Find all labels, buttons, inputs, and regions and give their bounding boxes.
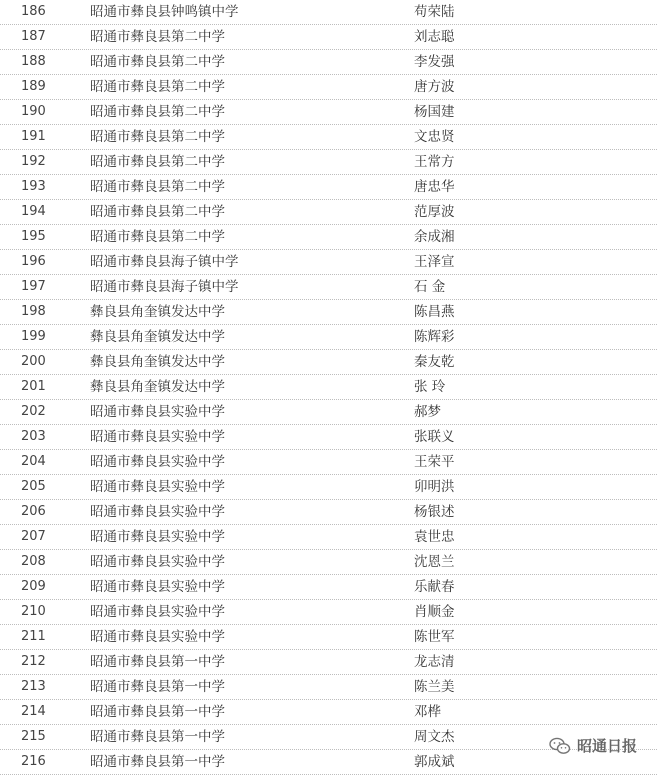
- table-row: [0, 225, 657, 250]
- school-name: 昭通市彝良县第一中学: [90, 704, 225, 720]
- person-name: 卯明洪: [414, 479, 455, 495]
- row-number: 193: [21, 179, 46, 194]
- table-row: [0, 175, 657, 200]
- person-name: 李发强: [414, 54, 455, 70]
- person-name: 范厚波: [414, 204, 455, 220]
- table-row: [0, 475, 657, 500]
- school-name: 彝良县角奎镇发达中学: [90, 354, 225, 370]
- school-name: 昭通市彝良县海子镇中学: [90, 279, 239, 295]
- person-name: 刘志聪: [414, 29, 455, 45]
- row-number: 214: [21, 704, 46, 719]
- person-name: 唐忠华: [414, 179, 455, 195]
- school-name: 昭通市彝良县第一中学: [90, 654, 225, 670]
- row-number: 197: [21, 279, 46, 294]
- person-name: 唐方波: [414, 79, 455, 95]
- person-name: 杨银述: [414, 504, 455, 520]
- row-number: 190: [21, 104, 46, 119]
- row-number: 216: [21, 754, 46, 769]
- person-name: 王常方: [414, 154, 455, 170]
- person-name: 王荣平: [414, 454, 455, 470]
- person-name: 陈世军: [414, 629, 455, 645]
- row-number: 201: [21, 379, 46, 394]
- table-row: [0, 350, 657, 375]
- row-number: 188: [21, 54, 46, 69]
- school-name: 昭通市彝良县实验中学: [90, 479, 225, 495]
- school-name: 昭通市彝良县实验中学: [90, 429, 225, 445]
- row-number: 208: [21, 554, 46, 569]
- table-row: [0, 625, 657, 650]
- table-row: [0, 600, 657, 625]
- person-name: 郭成斌: [414, 754, 455, 770]
- school-name: 昭通市彝良县实验中学: [90, 404, 225, 420]
- row-number: 205: [21, 479, 46, 494]
- table-row: [0, 75, 657, 100]
- table-row: [0, 550, 657, 575]
- person-name: 陈昌燕: [414, 304, 455, 320]
- person-name: 陈辉彩: [414, 329, 455, 345]
- row-number: 192: [21, 154, 46, 169]
- school-name: 昭通市彝良县第二中学: [90, 129, 225, 145]
- school-name: 昭通市彝良县第一中学: [90, 754, 225, 770]
- table-row: [0, 325, 657, 350]
- school-name: 昭通市彝良县第二中学: [90, 29, 225, 45]
- watermark-text: 昭通日报: [576, 737, 637, 755]
- watermark: [549, 735, 637, 756]
- school-name: 昭通市彝良县实验中学: [90, 504, 225, 520]
- person-name: 沈恩兰: [414, 554, 455, 570]
- row-number: 211: [21, 629, 46, 644]
- row-number: 189: [21, 79, 46, 94]
- school-name: 昭通市彝良县实验中学: [90, 604, 225, 620]
- school-name: 昭通市彝良县第二中学: [90, 104, 225, 120]
- table-row: [0, 525, 657, 550]
- row-number: 210: [21, 604, 46, 619]
- person-name: 张 玲: [414, 379, 446, 395]
- row-number: 196: [21, 254, 46, 269]
- person-name: 郝梦: [414, 404, 441, 420]
- school-name: 昭通市彝良县实验中学: [90, 529, 225, 545]
- school-name: 昭通市彝良县第二中学: [90, 204, 225, 220]
- person-name: 乐献春: [414, 579, 455, 595]
- row-number: 212: [21, 654, 46, 669]
- table-row: [0, 425, 657, 450]
- table-row: [0, 400, 657, 425]
- row-number: 194: [21, 204, 46, 219]
- person-name: 邓桦: [414, 704, 441, 720]
- table-row: [0, 450, 657, 475]
- table-row: [0, 375, 657, 400]
- table-row: [0, 250, 657, 275]
- table-row: [0, 575, 657, 600]
- school-name: 昭通市彝良县海子镇中学: [90, 254, 239, 270]
- school-name: 昭通市彝良县第一中学: [90, 679, 225, 695]
- person-name: 周文杰: [414, 729, 455, 745]
- row-number: 187: [21, 29, 46, 44]
- row-number: 186: [21, 4, 46, 19]
- school-name: 昭通市彝良县实验中学: [90, 554, 225, 570]
- person-name: 石 金: [414, 279, 446, 295]
- row-number: 200: [21, 354, 46, 369]
- row-number: 198: [21, 304, 46, 319]
- row-number: 195: [21, 229, 46, 244]
- person-name: 陈兰美: [414, 679, 455, 695]
- school-name: 昭通市彝良县实验中学: [90, 629, 225, 645]
- table-row: [0, 275, 657, 300]
- school-name: 彝良县角奎镇发达中学: [90, 329, 225, 345]
- table-row: [0, 700, 657, 725]
- person-name: 秦友乾: [414, 354, 455, 370]
- person-name: 张联义: [414, 429, 455, 445]
- person-name: 肖顺金: [414, 604, 455, 620]
- row-number: 203: [21, 429, 46, 444]
- table-row: [0, 125, 657, 150]
- school-name: 昭通市彝良县第二中学: [90, 79, 225, 95]
- school-name: 昭通市彝良县第二中学: [90, 179, 225, 195]
- person-name: 龙志清: [414, 654, 455, 670]
- school-name: 昭通市彝良县第二中学: [90, 154, 225, 170]
- wechat-icon: [549, 737, 571, 755]
- school-name: 昭通市彝良县第二中学: [90, 54, 225, 70]
- school-name: 昭通市彝良县第二中学: [90, 229, 225, 245]
- table-row: [0, 0, 657, 25]
- table-row: [0, 300, 657, 325]
- person-name: 袁世忠: [414, 529, 455, 545]
- person-name: 文忠贤: [414, 129, 455, 145]
- row-number: 209: [21, 579, 46, 594]
- table-row: [0, 100, 657, 125]
- person-name: 苟荣陆: [414, 4, 455, 20]
- table-row: [0, 650, 657, 675]
- table-row: [0, 25, 657, 50]
- row-number: 202: [21, 404, 46, 419]
- row-number: 213: [21, 679, 46, 694]
- row-number: 207: [21, 529, 46, 544]
- person-name: 杨国建: [414, 104, 455, 120]
- school-name: 昭通市彝良县实验中学: [90, 579, 225, 595]
- school-name: 昭通市彝良县实验中学: [90, 454, 225, 470]
- row-number: 199: [21, 329, 46, 344]
- school-name: 彝良县角奎镇发达中学: [90, 379, 225, 395]
- row-number: 215: [21, 729, 46, 744]
- row-number: 204: [21, 454, 46, 469]
- table-row: [0, 675, 657, 700]
- person-name: 余成湘: [414, 229, 455, 245]
- school-name: 彝良县角奎镇发达中学: [90, 304, 225, 320]
- table-row: [0, 50, 657, 75]
- school-name: 昭通市彝良县钟鸣镇中学: [90, 4, 239, 20]
- person-name: 王泽宣: [414, 254, 455, 270]
- row-number: 191: [21, 129, 46, 144]
- row-number: 206: [21, 504, 46, 519]
- school-name: 昭通市彝良县第一中学: [90, 729, 225, 745]
- table-row: [0, 500, 657, 525]
- table-row: [0, 150, 657, 175]
- table-row: [0, 200, 657, 225]
